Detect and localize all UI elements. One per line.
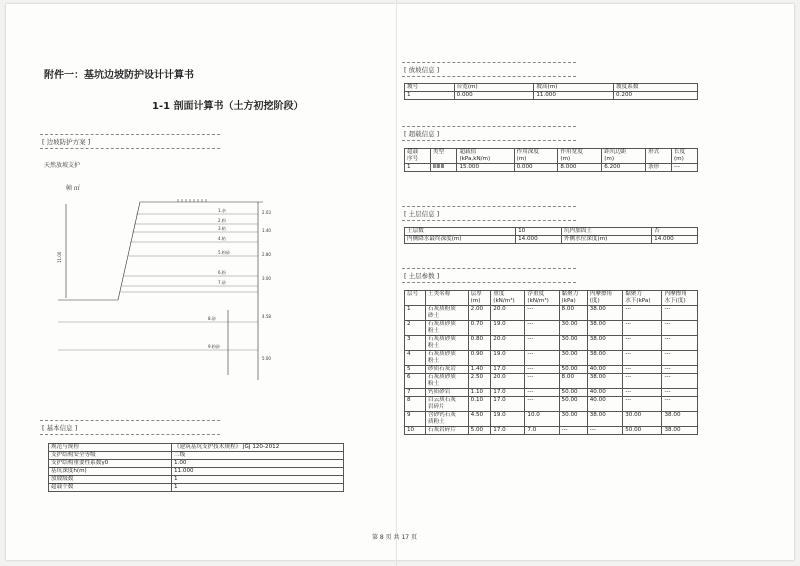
layer-label-2: 2.粉 xyxy=(218,218,226,223)
cell: 2.00 xyxy=(468,306,491,321)
header-cell: 距坑边距 (m) xyxy=(602,149,646,164)
header-cell: 超载值 (kPa,kN/m) xyxy=(457,149,514,164)
cell: 0.200 xyxy=(614,92,698,100)
cell: 40.00 xyxy=(587,397,622,412)
cell: --- xyxy=(662,374,698,389)
cell: 38.00 xyxy=(662,412,698,427)
cell: 二级 xyxy=(172,452,344,460)
cell: 7.0 xyxy=(525,427,559,435)
header-cell: 内摩擦角 水下(度) xyxy=(662,291,698,306)
cell: 19.0 xyxy=(491,412,525,427)
table-row xyxy=(49,468,344,476)
cell: 50.00 xyxy=(623,427,662,435)
cell: 17.0 xyxy=(491,366,525,374)
dim-label-5: 4.58 xyxy=(262,314,271,319)
header-cell: 层厚 (m) xyxy=(468,291,491,306)
cell: 土层数 xyxy=(405,228,516,236)
section-header-surcharge-info: [ 超载信息 ] xyxy=(402,126,576,141)
table-row xyxy=(405,92,698,100)
table-row xyxy=(405,351,698,366)
cell: --- xyxy=(623,374,662,389)
cell: --- xyxy=(662,366,698,374)
cell: 10 xyxy=(405,427,426,435)
cell: 38.00 xyxy=(587,351,622,366)
header-cell: 坡高(m) xyxy=(534,84,614,92)
section-header-basic-info: [ 基本信息 ] xyxy=(40,420,220,435)
table-row xyxy=(405,412,698,427)
cell: 坑内加固土 xyxy=(561,228,651,236)
table-row xyxy=(405,427,698,435)
cell: --- xyxy=(623,306,662,321)
cell: --- xyxy=(662,321,698,336)
cell: 石灰质砂质 粉土 xyxy=(425,321,468,336)
cell: 1 xyxy=(172,484,344,492)
cell: 4 xyxy=(405,351,426,366)
basic-info-table xyxy=(48,443,344,492)
table-row xyxy=(49,460,344,468)
layer-label-5: 5.粉砂 xyxy=(218,250,230,255)
cell: --- xyxy=(587,427,622,435)
table-row xyxy=(405,164,698,172)
header-cell: 土类名称 xyxy=(425,291,468,306)
cell: --- xyxy=(623,336,662,351)
slope-face-line xyxy=(118,202,140,300)
header-cell: 长度 (m) xyxy=(672,149,698,164)
table-row xyxy=(405,306,698,321)
cell: 1 xyxy=(405,306,426,321)
table-row xyxy=(49,444,344,452)
header-cell: 内摩擦角 (度) xyxy=(587,291,622,306)
cell: 规范与规程 xyxy=(49,444,172,452)
page-footer: 第 8 页 共 17 页 xyxy=(372,534,417,541)
cell: --- xyxy=(525,389,559,397)
layer-label-4: 4.粘 xyxy=(218,236,226,241)
cell: --- xyxy=(525,366,559,374)
cell: 钙质砂岩 xyxy=(425,389,468,397)
page-fold xyxy=(396,0,397,566)
cell: --- xyxy=(525,351,559,366)
cell: 1.00 xyxy=(172,460,344,468)
cell: 50.00 xyxy=(559,389,587,397)
cell: 6.200 xyxy=(602,164,646,172)
cell: 17.0 xyxy=(491,397,525,412)
table-row xyxy=(405,374,698,389)
cell: 10 xyxy=(516,228,562,236)
header-cell: 层号 xyxy=(405,291,426,306)
cell: 基坑深度h(m) xyxy=(49,468,172,476)
cell: 石灰质砂质 粉土 xyxy=(425,336,468,351)
cell: 38.00 xyxy=(587,412,622,427)
cell: 含砂钙石灰 质粉土 xyxy=(425,412,468,427)
cell: 石灰质砂质 粉土 xyxy=(425,351,468,366)
cell: --- xyxy=(623,351,662,366)
cell: 50.00 xyxy=(559,397,587,412)
header-cell: 重度 (kN/m³) xyxy=(491,291,525,306)
cell: 14.000 xyxy=(516,236,562,244)
layer-label-1: 1.杂 xyxy=(218,208,226,213)
cell: 石灰岩碎片 xyxy=(425,427,468,435)
protection-plan-value: 天然放坡支护 xyxy=(44,162,81,169)
cell: 4.50 xyxy=(468,412,491,427)
cell: 20.0 xyxy=(491,336,525,351)
cell: --- xyxy=(672,164,698,172)
header-cell: 浮重度 (kN/m³) xyxy=(525,291,559,306)
cell: 0.70 xyxy=(468,321,491,336)
cell: 38.00 xyxy=(587,321,622,336)
cell: 11.000 xyxy=(172,468,344,476)
table-header-row xyxy=(405,149,698,164)
cell: 8.00 xyxy=(559,374,587,389)
layer-label-3: 3.粘 xyxy=(218,226,226,231)
header-cell: 形式 xyxy=(646,149,672,164)
cell: 30.00 xyxy=(559,412,587,427)
dim-label-3: 2.80 xyxy=(262,252,271,257)
cell: --- xyxy=(525,321,559,336)
scale-label: 帧 ㎡ xyxy=(66,185,80,192)
slope-section-figure xyxy=(58,200,328,385)
dim-label-2: 1.40 xyxy=(262,228,271,233)
cell: --- xyxy=(623,321,662,336)
table-row xyxy=(405,236,698,244)
cell: 50.00 xyxy=(559,366,587,374)
cell: 38.00 xyxy=(587,336,622,351)
table-row xyxy=(405,321,698,336)
header-cell: 坡度系数 xyxy=(614,84,698,92)
table-header-row xyxy=(405,291,698,306)
cell: 条形 xyxy=(646,164,672,172)
cell: 2 xyxy=(405,321,426,336)
header-cell: 超载 序号 xyxy=(405,149,431,164)
section-header-soil-params: [ 土层参数 ] xyxy=(402,268,576,283)
cell: 30.00 xyxy=(623,412,662,427)
table-row xyxy=(405,397,698,412)
cell: --- xyxy=(623,366,662,374)
cell: 超载个数 xyxy=(49,484,172,492)
section-header-soil-info: [ 土层信息 ] xyxy=(402,206,576,221)
cell: 5 xyxy=(405,366,426,374)
cell: 38.00 xyxy=(587,306,622,321)
cell: --- xyxy=(623,397,662,412)
table-row xyxy=(49,452,344,460)
cell: --- xyxy=(623,389,662,397)
header-cell: 坡号 xyxy=(405,84,455,92)
header-cell: 黏聚力 (kPa) xyxy=(559,291,587,306)
cell: --- xyxy=(525,306,559,321)
table-row xyxy=(49,484,344,492)
cell: 内侧降水最终深度(m) xyxy=(405,236,516,244)
cell: 40.00 xyxy=(587,389,622,397)
slope-info-table xyxy=(404,83,698,100)
table-row xyxy=(405,366,698,374)
cell: 0.90 xyxy=(468,351,491,366)
cell: 38.00 xyxy=(662,427,698,435)
cell: 0.80 xyxy=(468,336,491,351)
cell: 1.40 xyxy=(468,366,491,374)
cell: 《建筑基坑支护技术规程》 JGJ 120-2012 xyxy=(172,444,344,452)
table-row xyxy=(405,389,698,397)
depth-label: 11.00 xyxy=(57,251,62,263)
header-cell: 黏聚力 水下(kPa) xyxy=(623,291,662,306)
cell: 17.0 xyxy=(491,427,525,435)
cell: ⅢⅢⅢ xyxy=(430,164,457,172)
cell: 石灰质砂质 粉土 xyxy=(425,374,468,389)
layer-label-6: 6.粉 xyxy=(218,270,226,275)
cell: 30.00 xyxy=(559,351,587,366)
cell: 40.00 xyxy=(587,366,622,374)
soil-params-table xyxy=(404,290,698,435)
cell: 20.0 xyxy=(491,306,525,321)
cell: 支护结构安全等级 xyxy=(49,452,172,460)
cell: 0.000 xyxy=(454,92,534,100)
cell: 5.00 xyxy=(468,427,491,435)
cell: 1.10 xyxy=(468,389,491,397)
cell: 30.00 xyxy=(559,321,587,336)
cell: 0.10 xyxy=(468,397,491,412)
cell: 11.000 xyxy=(534,92,614,100)
section-title: 1-1 剖面计算书（土方初挖阶段） xyxy=(152,101,304,112)
dim-label-1: 2.03 xyxy=(262,210,271,215)
cell: 14.000 xyxy=(652,236,698,244)
cell: 2.50 xyxy=(468,374,491,389)
cell: 1 xyxy=(405,164,431,172)
header-cell: 类型 xyxy=(430,149,457,164)
cell: 3 xyxy=(405,336,426,351)
layer-label-7: 7.砂 xyxy=(218,280,226,285)
cell: 砂质石灰岩 xyxy=(425,366,468,374)
cell: --- xyxy=(662,389,698,397)
header-cell: 作用深度 (m) xyxy=(514,149,558,164)
cell: --- xyxy=(662,336,698,351)
cell: 19.0 xyxy=(491,351,525,366)
document-title: 附件一：基坑边坡防护设计计算书 xyxy=(44,70,194,81)
cell: 20.0 xyxy=(491,374,525,389)
cell: 17.0 xyxy=(491,389,525,397)
table-row xyxy=(49,476,344,484)
cell: 支护结构重要性系数γ0 xyxy=(49,460,172,468)
dim-label-4: 3.00 xyxy=(262,276,271,281)
cell: 白云质石灰 岩碎片 xyxy=(425,397,468,412)
layer-label-8: 8.砂 xyxy=(208,316,216,321)
section-header-protection-plan: [ 边坡防护方案 ] xyxy=(40,134,220,149)
table-row xyxy=(405,228,698,236)
cell: --- xyxy=(662,351,698,366)
cell: --- xyxy=(662,397,698,412)
soil-info-table xyxy=(404,227,698,244)
cell: --- xyxy=(525,374,559,389)
table-row xyxy=(405,336,698,351)
section-header-slope-info: [ 放坡信息 ] xyxy=(402,62,576,77)
cell: 1 xyxy=(405,92,455,100)
cell: 10.0 xyxy=(525,412,559,427)
surcharge-info-table xyxy=(404,148,698,172)
cell: 石灰质粉质 砂土 xyxy=(425,306,468,321)
cell: 19.0 xyxy=(491,321,525,336)
cell: 8.00 xyxy=(559,306,587,321)
cell: 0.000 xyxy=(514,164,558,172)
cell: 7 xyxy=(405,389,426,397)
cell: 9 xyxy=(405,412,426,427)
cell: 6 xyxy=(405,374,426,389)
cell: 8 xyxy=(405,397,426,412)
dim-label-6: 5.00 xyxy=(262,356,271,361)
cell: 8.000 xyxy=(558,164,602,172)
cell: 38.00 xyxy=(587,374,622,389)
cell: 外侧水位深度(m) xyxy=(561,236,651,244)
cell: 放坡级数 xyxy=(49,476,172,484)
table-header-row xyxy=(405,84,698,92)
cell: 否 xyxy=(652,228,698,236)
cell: --- xyxy=(559,427,587,435)
cell: 1 xyxy=(172,476,344,484)
cell: --- xyxy=(525,336,559,351)
header-cell: 台宽(m) xyxy=(454,84,534,92)
layer-label-9: 9.粉砂 xyxy=(208,344,220,349)
cell: 15.000 xyxy=(457,164,514,172)
header-cell: 作用宽度 (m) xyxy=(558,149,602,164)
cell: --- xyxy=(662,306,698,321)
cell: 30.00 xyxy=(559,336,587,351)
cell: --- xyxy=(525,397,559,412)
